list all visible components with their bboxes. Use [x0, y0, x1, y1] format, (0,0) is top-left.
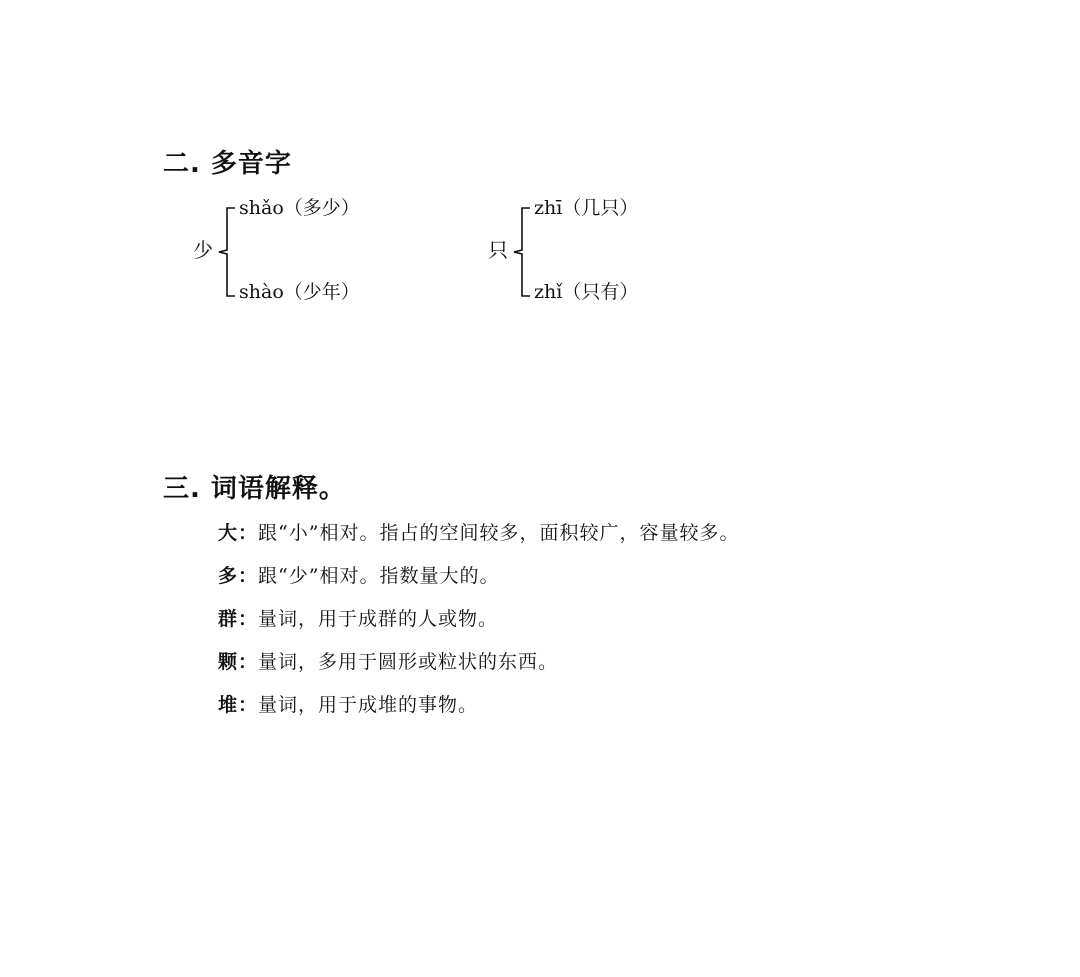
definition-term: 多： [218, 565, 259, 587]
definition-text: 量词，用于成堆的事物。 [258, 694, 479, 716]
definition-term: 颗： [218, 651, 259, 673]
definition-text: 跟“少”相对。指数量大的。 [258, 565, 500, 587]
definition-item [218, 692, 739, 735]
polyphonic-entry-shao [193, 196, 413, 308]
definition-term: 堆： [218, 694, 259, 716]
definition-term: 大： [218, 522, 259, 544]
pinyin-reading: zhǐ（只有） [534, 281, 639, 303]
polyphonic-character: 只 [488, 238, 508, 262]
definition-item [218, 563, 739, 606]
definition-text: 跟“小”相对。指占的空间较多，面积较广，容量较多。 [258, 522, 740, 544]
definition-term: 群： [218, 608, 259, 630]
pinyin-reading: shào（少年） [239, 281, 360, 303]
definition-item [218, 649, 739, 692]
polyphonic-entry-zhi [488, 196, 708, 308]
definition-list [218, 520, 739, 735]
definition-text: 量词，多用于圆形或粒状的东西。 [258, 651, 559, 673]
section-heading-polyphonic: 二. 多音字 [163, 149, 292, 179]
polyphonic-character: 少 [193, 238, 213, 262]
pinyin-reading: shǎo（多少） [239, 197, 360, 219]
definition-item [218, 606, 739, 649]
definition-text: 量词，用于成群的人或物。 [258, 608, 499, 630]
pinyin-reading: zhī（几只） [534, 197, 639, 219]
brace-icon [508, 206, 534, 298]
brace-icon [213, 206, 239, 298]
definition-item [218, 520, 739, 563]
section-heading-definitions: 三. 词语解释。 [163, 474, 346, 504]
